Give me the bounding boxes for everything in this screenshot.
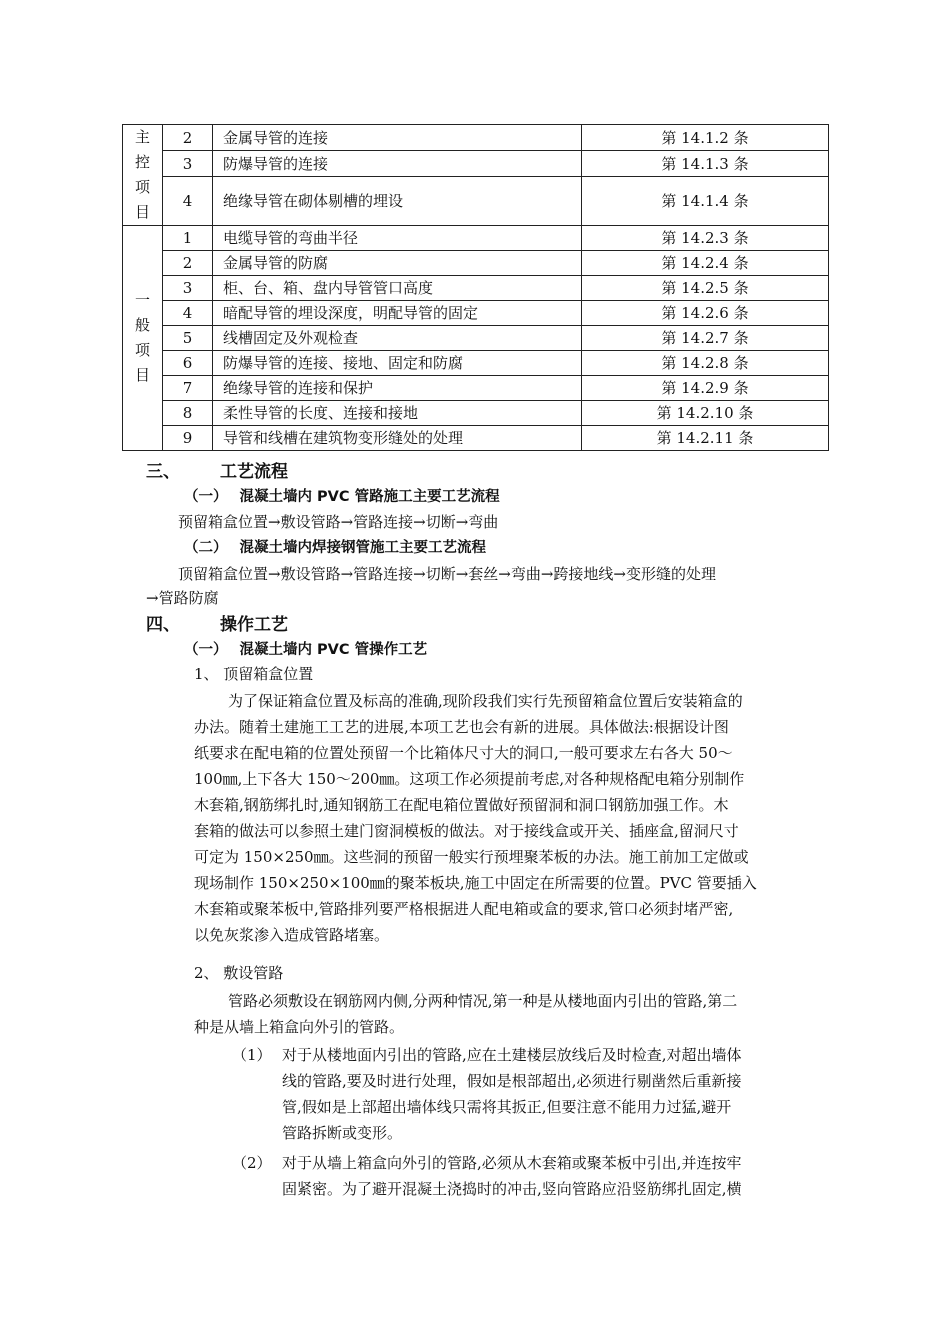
row-item: 防爆导管的连接、接地、固定和防腐	[213, 351, 582, 376]
row-item: 绝缘导管的连接和保护	[213, 376, 582, 401]
item-line: 固紧密。为了避开混凝土浇捣时的冲击,竖向管路应沿竖筋绑扎固定,横	[282, 1180, 742, 1198]
process-flow-2-line2: →管路防腐	[146, 589, 219, 607]
row-reference: 第 14.1.3 条	[582, 151, 829, 177]
row-reference: 第 14.1.4 条	[582, 177, 829, 226]
category-general: 一般项目	[123, 226, 163, 451]
subsection-title: 混凝土墙内焊接钢管施工主要工艺流程	[239, 540, 486, 556]
para-line: 管路必须敷设在钢筋网内侧,分两种情况,第一种是从楼地面内引出的管路,第二	[228, 992, 738, 1010]
item-line: 管,假如是上部超出墙体线只需将其扳正,但要注意不能用力过猛,避开	[282, 1098, 732, 1116]
row-number: 9	[163, 426, 213, 451]
item-line: 管路拆断或变形。	[282, 1124, 403, 1142]
row-number: 2	[163, 125, 213, 151]
section-heading-4	[146, 610, 288, 635]
table-row	[123, 177, 829, 226]
para-line: 可定为 150×250㎜。这些洞的预留一般实行预埋聚苯板的办法。施工前加工定做或	[194, 848, 749, 866]
category-main-control: 主控项目	[123, 125, 163, 226]
table-row	[123, 125, 829, 151]
item-number: （1）	[232, 1046, 272, 1064]
row-reference: 第 14.2.5 条	[582, 276, 829, 301]
row-number: 7	[163, 376, 213, 401]
section-title: 操作工艺	[220, 615, 288, 635]
row-item: 线槽固定及外观检查	[213, 326, 582, 351]
row-reference: 第 14.2.3 条	[582, 226, 829, 251]
section-heading-3	[146, 457, 288, 482]
process-flow-2-line1: 顶留箱盒位置→敷设管路→管路连接→切断→套丝→弯曲→跨接地线→变形缝的处理	[178, 565, 716, 583]
row-item: 柜、台、箱、盘内导管管口高度	[213, 276, 582, 301]
para-line: 为了保证箱盒位置及标高的准确,现阶段我们实行先预留箱盒位置后安装箱盒的	[228, 692, 743, 710]
paragraph-reserve-box	[194, 688, 806, 948]
row-item: 导管和线槽在建筑物变形缝处的处理	[213, 426, 582, 451]
para-line: 办法。随着土建施工工艺的进展,本项工艺也会有新的进展。具体做法:根据设计图	[194, 718, 729, 736]
row-reference: 第 14.2.11 条	[582, 426, 829, 451]
row-reference: 第 14.2.10 条	[582, 401, 829, 426]
subsection-number: （一）	[184, 642, 228, 658]
item-line: 对于从墙上箱盒向外引的管路,必须从木套箱或聚苯板中引出,并连按牢	[282, 1154, 742, 1172]
row-item: 防爆导管的连接	[213, 151, 582, 177]
step-title-2: 2、 敷设管路	[194, 964, 284, 982]
table-row	[123, 276, 829, 301]
numbered-item-2	[232, 1150, 806, 1206]
para-line: 以免灰浆渗入造成管路堵塞。	[194, 926, 390, 944]
row-number: 8	[163, 401, 213, 426]
subsection-heading	[184, 536, 486, 557]
row-reference: 第 14.1.2 条	[582, 125, 829, 151]
row-reference: 第 14.2.4 条	[582, 251, 829, 276]
para-line: 100㎜,上下各大 150～200㎜。这项工作必须提前考虑,对各种规格配电箱分别制作	[194, 770, 745, 788]
item-line: 对于从楼地面内引出的管路,应在土建楼层放线后及时检查,对超出墙体	[282, 1046, 742, 1064]
step-title-1: 1、 顶留箱盒位置	[194, 665, 314, 683]
item-line: 线的管路,要及时进行处理，假如是根部超出,必须进行剔凿然后重新接	[282, 1072, 742, 1090]
row-number: 2	[163, 251, 213, 276]
table-row	[123, 426, 829, 451]
process-flow-1: 预留箱盒位置→敷设管路→管路连接→切断→弯曲	[178, 513, 499, 531]
item-text	[282, 1150, 806, 1202]
table-row	[123, 351, 829, 376]
table-row	[123, 151, 829, 177]
table-row	[123, 376, 829, 401]
subsection-number: （一）	[184, 489, 228, 505]
subsection-number: （二）	[184, 540, 228, 556]
para-line: 现场制作 150×250×100㎜的聚苯板块,施工中固定在所需要的位置。PVC 管要插入	[194, 874, 757, 892]
table-row	[123, 326, 829, 351]
row-reference: 第 14.2.7 条	[582, 326, 829, 351]
subsection-heading	[184, 638, 427, 659]
para-line: 纸要求在配电箱的位置处预留一个比箱体尺寸大的洞口,一般可要求左右各大 50～	[194, 744, 733, 762]
para-line: 木套箱或聚苯板中,管路排列要严格根据进人配电箱或盒的要求,管口必须封堵严密,	[194, 900, 734, 918]
para-line: 木套箱,钢筋绑扎时,通知钢筋工在配电箱位置做好预留洞和洞口钢筋加强工作。木	[194, 796, 729, 814]
table-row	[123, 251, 829, 276]
table-row	[123, 301, 829, 326]
table-row	[123, 401, 829, 426]
row-reference: 第 14.2.6 条	[582, 301, 829, 326]
row-number: 4	[163, 301, 213, 326]
subsection-title: 混凝土墙内 PVC 管操作工艺	[239, 642, 428, 658]
row-number: 6	[163, 351, 213, 376]
row-number: 4	[163, 177, 213, 226]
section-title: 工艺流程	[220, 462, 288, 482]
acceptance-items-table	[122, 124, 829, 451]
row-number: 3	[163, 276, 213, 301]
row-number: 3	[163, 151, 213, 177]
row-item: 柔性导管的长度、连接和接地	[213, 401, 582, 426]
item-number: （2）	[232, 1154, 272, 1172]
para-line: 种是从墙上箱盒向外引的管路。	[194, 1018, 405, 1036]
row-number: 5	[163, 326, 213, 351]
section-number: 三、	[146, 462, 180, 482]
row-item: 绝缘导管在砌体剔槽的埋设	[213, 177, 582, 226]
subsection-heading	[184, 485, 500, 506]
row-item: 金属导管的连接	[213, 125, 582, 151]
numbered-item-1	[232, 1042, 806, 1152]
row-item: 电缆导管的弯曲半径	[213, 226, 582, 251]
row-item: 金属导管的防腐	[213, 251, 582, 276]
paragraph-lay-pipes	[194, 988, 806, 1040]
row-number: 1	[163, 226, 213, 251]
row-item: 暗配导管的埋设深度，明配导管的固定	[213, 301, 582, 326]
row-reference: 第 14.2.9 条	[582, 376, 829, 401]
section-number: 四、	[146, 615, 180, 635]
table-row	[123, 226, 829, 251]
row-reference: 第 14.2.8 条	[582, 351, 829, 376]
para-line: 套箱的做法可以参照土建门窗洞模板的做法。对于接线盒或开关、插座盒,留洞尺寸	[194, 822, 739, 840]
item-text	[282, 1042, 806, 1146]
subsection-title: 混凝土墙内 PVC 管路施工主要工艺流程	[239, 489, 500, 505]
